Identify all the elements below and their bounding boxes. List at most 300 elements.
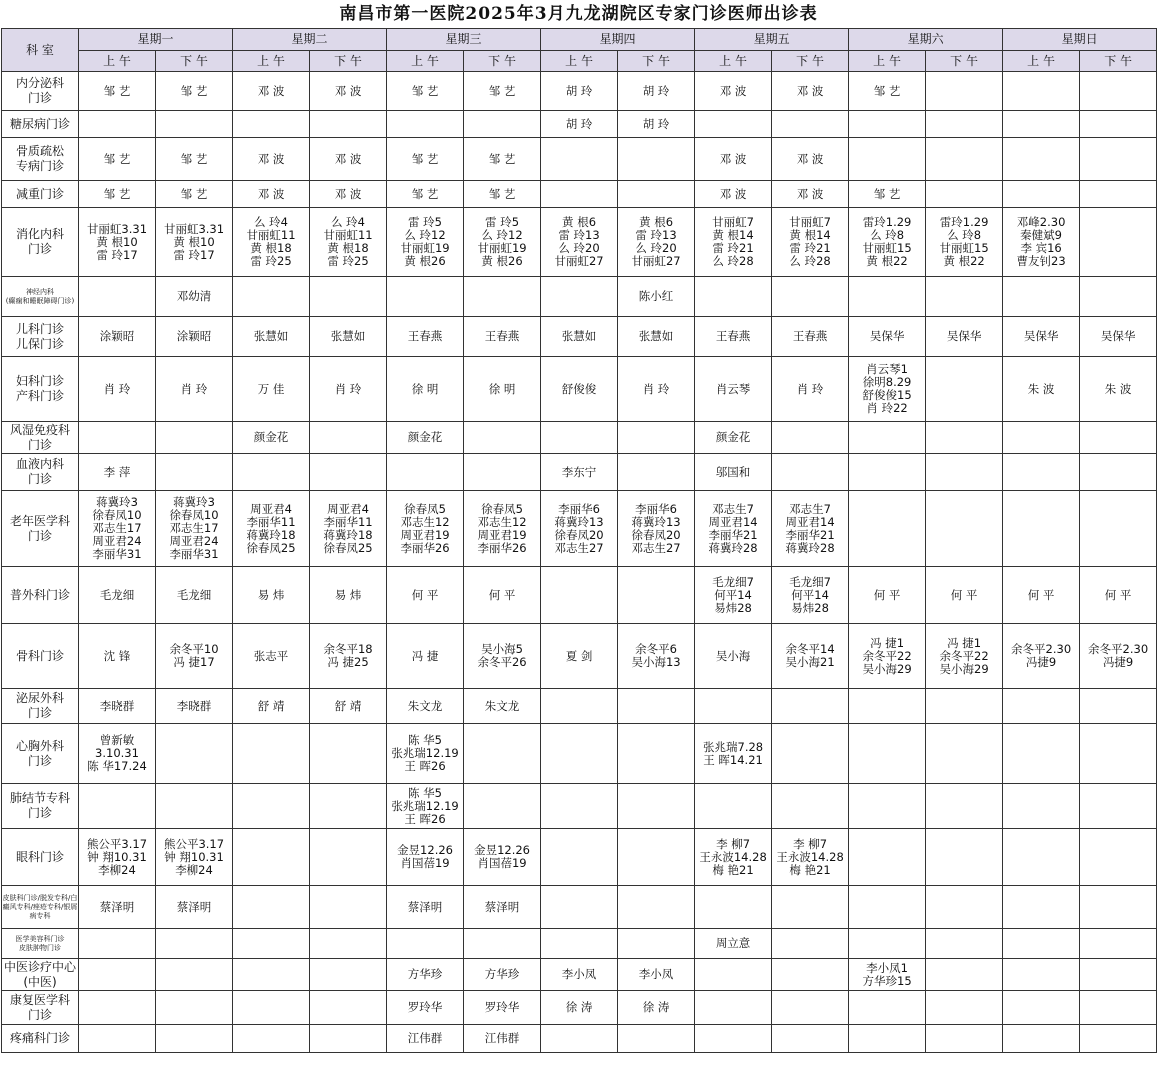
doctor-cell: 邓 波	[772, 181, 849, 208]
schedule-row	[2, 111, 1157, 138]
doctor-cell	[849, 929, 926, 959]
department-name: 血液内科 门诊	[2, 454, 79, 491]
doctor-cell: 张慧如	[233, 317, 310, 357]
doctor-cell	[1003, 491, 1080, 567]
doctor-cell: 邹 艺	[156, 72, 233, 111]
doctor-cell	[772, 886, 849, 929]
doctor-cell: 吴小海5 余冬平26	[464, 624, 541, 689]
doctor-cell: 胡 玲	[618, 111, 695, 138]
department-name: 皮肤科门诊/脱发专科/白癜风专科/痤疮专科/银屑病专科	[2, 886, 79, 929]
doctor-cell	[1003, 724, 1080, 784]
doctor-cell	[1003, 181, 1080, 208]
doctor-cell	[926, 689, 1003, 724]
pm-header: 下 午	[464, 51, 541, 72]
day-header-tue: 星期二	[233, 29, 387, 51]
schedule-row	[2, 959, 1157, 991]
doctor-cell: 胡 玲	[541, 72, 618, 111]
day-header-sun: 星期日	[1003, 29, 1157, 51]
doctor-cell	[233, 829, 310, 886]
doctor-cell: 邓 波	[310, 138, 387, 181]
doctor-cell: 雷玲1.29 么 玲8 甘丽虹15 黄 根22	[849, 208, 926, 277]
doctor-cell: 张兆瑞7.28 王 晖14.21	[695, 724, 772, 784]
doctor-cell	[79, 277, 156, 317]
doctor-cell	[926, 929, 1003, 959]
doctor-cell: 蒋冀玲3 徐春凤10 邓志生17 周亚君24 李丽华31	[156, 491, 233, 567]
doctor-cell	[926, 181, 1003, 208]
doctor-cell: 邹 艺	[79, 181, 156, 208]
doctor-cell	[1080, 454, 1157, 491]
doctor-cell	[310, 111, 387, 138]
doctor-cell	[618, 829, 695, 886]
doctor-cell	[849, 829, 926, 886]
doctor-cell	[618, 1025, 695, 1053]
doctor-cell	[310, 784, 387, 829]
schedule-row	[2, 567, 1157, 624]
doctor-cell	[464, 784, 541, 829]
doctor-cell: 李 萍	[79, 454, 156, 491]
schedule-table	[1, 28, 1157, 1053]
doctor-cell: 邹 艺	[464, 138, 541, 181]
doctor-cell	[156, 111, 233, 138]
schedule-row	[2, 317, 1157, 357]
doctor-cell: 朱文龙	[464, 689, 541, 724]
doctor-cell: 么 玲4 甘丽虹11 黄 根18 雷 玲25	[310, 208, 387, 277]
doctor-cell: 邓幼清	[156, 277, 233, 317]
doctor-cell	[541, 138, 618, 181]
doctor-cell	[926, 784, 1003, 829]
doctor-cell: 邹 艺	[849, 181, 926, 208]
am-header: 上 午	[233, 51, 310, 72]
doctor-cell: 陈小红	[618, 277, 695, 317]
doctor-cell	[233, 959, 310, 991]
pm-header: 下 午	[772, 51, 849, 72]
schedule-row	[2, 991, 1157, 1025]
doctor-cell	[464, 724, 541, 784]
doctor-cell	[541, 784, 618, 829]
doctor-cell: 邓志生7 周亚君14 李丽华21 蒋冀玲28	[695, 491, 772, 567]
doctor-cell	[1080, 208, 1157, 277]
doctor-cell: 李东宁	[541, 454, 618, 491]
department-name: 心胸外科 门诊	[2, 724, 79, 784]
doctor-cell: 邹 艺	[849, 72, 926, 111]
doctor-cell	[156, 454, 233, 491]
doctor-cell: 何 平	[926, 567, 1003, 624]
doctor-cell	[1080, 72, 1157, 111]
page-title: 南昌市第一医院2025年3月九龙湖院区专家门诊医师出诊表	[339, 4, 818, 24]
doctor-cell	[1080, 111, 1157, 138]
doctor-cell	[233, 111, 310, 138]
pm-header: 下 午	[618, 51, 695, 72]
doctor-cell: 肖 玲	[310, 357, 387, 422]
doctor-cell: 胡 玲	[541, 111, 618, 138]
doctor-cell	[541, 181, 618, 208]
doctor-cell: 李丽华6 蒋冀玲13 徐春凤20 邓志生27	[541, 491, 618, 567]
schedule-row	[2, 208, 1157, 277]
doctor-cell	[1080, 991, 1157, 1025]
doctor-cell: 毛龙细7 何平14 易炜28	[695, 567, 772, 624]
doctor-cell	[310, 829, 387, 886]
doctor-cell: 蔡泽明	[464, 886, 541, 929]
doctor-cell	[926, 829, 1003, 886]
doctor-cell	[772, 277, 849, 317]
doctor-cell: 冯 捷1 余冬平22 吴小海29	[926, 624, 1003, 689]
doctor-cell: 江伟群	[464, 1025, 541, 1053]
schedule-row	[2, 784, 1157, 829]
department-name: 内分泌科 门诊	[2, 72, 79, 111]
doctor-cell: 雷 玲5 么 玲12 甘丽虹19 黄 根26	[387, 208, 464, 277]
doctor-cell	[849, 886, 926, 929]
doctor-cell: 周立意	[695, 929, 772, 959]
schedule-row	[2, 689, 1157, 724]
doctor-cell: 余冬平18 冯 捷25	[310, 624, 387, 689]
doctor-cell	[1080, 277, 1157, 317]
doctor-cell: 易 炜	[310, 567, 387, 624]
doctor-cell: 毛龙细7 何平14 易炜28	[772, 567, 849, 624]
doctor-cell: 甘丽虹7 黄 根14 雷 玲21 么 玲28	[695, 208, 772, 277]
am-header: 上 午	[387, 51, 464, 72]
doctor-cell	[310, 929, 387, 959]
doctor-cell: 邬国和	[695, 454, 772, 491]
doctor-cell	[772, 724, 849, 784]
doctor-cell: 李晓群	[156, 689, 233, 724]
doctor-cell	[849, 784, 926, 829]
doctor-cell	[1003, 689, 1080, 724]
department-name: 消化内科 门诊	[2, 208, 79, 277]
doctor-cell: 肖 玲	[618, 357, 695, 422]
doctor-cell	[1003, 111, 1080, 138]
doctor-cell: 吴保华	[1003, 317, 1080, 357]
doctor-cell: 易 炜	[233, 567, 310, 624]
doctor-cell: 曾新敏 3.10.31 陈 华17.24	[79, 724, 156, 784]
doctor-cell: 夏 剑	[541, 624, 618, 689]
doctor-cell: 胡 玲	[618, 72, 695, 111]
doctor-cell	[79, 929, 156, 959]
doctor-cell	[387, 277, 464, 317]
doctor-cell	[233, 929, 310, 959]
day-header-fri: 星期五	[695, 29, 849, 51]
doctor-cell	[849, 111, 926, 138]
doctor-cell: 邓 波	[233, 72, 310, 111]
doctor-cell	[156, 929, 233, 959]
doctor-cell	[695, 886, 772, 929]
doctor-cell	[156, 991, 233, 1025]
doctor-cell	[618, 138, 695, 181]
doctor-cell: 邹 艺	[79, 138, 156, 181]
doctor-cell	[772, 784, 849, 829]
doctor-cell	[1080, 138, 1157, 181]
doctor-cell	[1003, 1025, 1080, 1053]
doctor-cell	[464, 454, 541, 491]
doctor-cell: 余冬平2.30 冯捷9	[1003, 624, 1080, 689]
doctor-cell: 何 平	[849, 567, 926, 624]
doctor-cell	[926, 277, 1003, 317]
doctor-cell	[156, 422, 233, 454]
doctor-cell: 徐 明	[387, 357, 464, 422]
doctor-cell	[695, 111, 772, 138]
doctor-cell	[310, 454, 387, 491]
doctor-cell: 么 玲4 甘丽虹11 黄 根18 雷 玲25	[233, 208, 310, 277]
doctor-cell: 张慧如	[541, 317, 618, 357]
pm-header: 下 午	[926, 51, 1003, 72]
doctor-cell: 李小凤	[541, 959, 618, 991]
doctor-cell	[618, 784, 695, 829]
am-header: 上 午	[695, 51, 772, 72]
doctor-cell: 方华珍	[387, 959, 464, 991]
doctor-cell	[156, 724, 233, 784]
doctor-cell	[464, 929, 541, 959]
schedule-body	[2, 72, 1157, 1053]
doctor-cell: 吴保华	[926, 317, 1003, 357]
schedule-row	[2, 72, 1157, 111]
doctor-cell	[849, 724, 926, 784]
doctor-cell: 冯 捷1 余冬平22 吴小海29	[849, 624, 926, 689]
department-name: 减重门诊	[2, 181, 79, 208]
doctor-cell	[772, 689, 849, 724]
doctor-cell: 邹 艺	[156, 181, 233, 208]
doctor-cell: 万 佳	[233, 357, 310, 422]
doctor-cell	[233, 277, 310, 317]
doctor-cell: 吴保华	[849, 317, 926, 357]
doctor-cell: 邹 艺	[464, 72, 541, 111]
doctor-cell	[926, 357, 1003, 422]
doctor-cell	[1003, 991, 1080, 1025]
doctor-cell	[310, 277, 387, 317]
doctor-cell	[1080, 886, 1157, 929]
doctor-cell	[1003, 72, 1080, 111]
doctor-cell	[1080, 689, 1157, 724]
doctor-cell	[772, 1025, 849, 1053]
doctor-cell: 甘丽虹3.31 黄 根10 雷 玲17	[156, 208, 233, 277]
doctor-cell: 肖 玲	[772, 357, 849, 422]
doctor-cell	[464, 111, 541, 138]
doctor-cell: 黄 根6 雷 玲13 么 玲20 甘丽虹27	[541, 208, 618, 277]
department-name: 眼科门诊	[2, 829, 79, 886]
doctor-cell: 毛龙细	[156, 567, 233, 624]
schedule-row	[2, 1025, 1157, 1053]
department-name: 妇科门诊 产科门诊	[2, 357, 79, 422]
department-name: 儿科门诊 儿保门诊	[2, 317, 79, 357]
doctor-cell	[926, 959, 1003, 991]
doctor-cell	[79, 1025, 156, 1053]
department-name: 风湿免疫科 门诊	[2, 422, 79, 454]
doctor-cell	[1003, 422, 1080, 454]
doctor-cell	[695, 689, 772, 724]
doctor-cell: 颜金花	[695, 422, 772, 454]
dept-column-header: 科 室	[2, 29, 79, 72]
doctor-cell: 张慧如	[618, 317, 695, 357]
doctor-cell	[233, 1025, 310, 1053]
doctor-cell	[541, 277, 618, 317]
doctor-cell: 吴小海	[695, 624, 772, 689]
doctor-cell: 熊公平3.17 钟 翔10.31 李柳24	[79, 829, 156, 886]
doctor-cell	[849, 491, 926, 567]
doctor-cell	[618, 929, 695, 959]
doctor-cell	[387, 929, 464, 959]
doctor-cell	[156, 784, 233, 829]
doctor-cell	[772, 991, 849, 1025]
doctor-cell	[1003, 959, 1080, 991]
doctor-cell	[310, 422, 387, 454]
doctor-cell	[772, 422, 849, 454]
doctor-cell	[926, 454, 1003, 491]
doctor-cell	[1003, 454, 1080, 491]
doctor-cell	[695, 959, 772, 991]
doctor-cell	[849, 277, 926, 317]
doctor-cell	[849, 689, 926, 724]
doctor-cell	[1080, 422, 1157, 454]
doctor-cell	[618, 181, 695, 208]
doctor-cell	[387, 454, 464, 491]
doctor-cell: 徐 涛	[541, 991, 618, 1025]
doctor-cell: 邓 波	[310, 181, 387, 208]
doctor-cell: 李丽华6 蒋冀玲13 徐春凤20 邓志生27	[618, 491, 695, 567]
doctor-cell	[310, 886, 387, 929]
day-header-sat: 星期六	[849, 29, 1003, 51]
department-name: 疼痛科门诊	[2, 1025, 79, 1053]
doctor-cell: 邓 波	[695, 181, 772, 208]
doctor-cell	[926, 1025, 1003, 1053]
doctor-cell	[926, 72, 1003, 111]
day-header-mon: 星期一	[79, 29, 233, 51]
doctor-cell: 徐春凤5 邓志生12 周亚君19 李丽华26	[387, 491, 464, 567]
doctor-cell	[926, 111, 1003, 138]
doctor-cell: 邹 艺	[156, 138, 233, 181]
doctor-cell: 余冬平6 吴小海13	[618, 624, 695, 689]
doctor-cell	[541, 567, 618, 624]
doctor-cell	[1080, 829, 1157, 886]
doctor-cell: 肖云琴1 徐明8.29 舒俊俊15 肖 玲22	[849, 357, 926, 422]
schedule-row	[2, 277, 1157, 317]
day-header-wed: 星期三	[387, 29, 541, 51]
doctor-cell: 李 柳7 王永波14.28 梅 艳21	[695, 829, 772, 886]
doctor-cell: 邹 艺	[79, 72, 156, 111]
doctor-cell	[541, 886, 618, 929]
doctor-cell: 李 柳7 王永波14.28 梅 艳21	[772, 829, 849, 886]
doctor-cell: 王春燕	[772, 317, 849, 357]
doctor-cell: 雷 玲5 么 玲12 甘丽虹19 黄 根26	[464, 208, 541, 277]
doctor-cell: 李小凤	[618, 959, 695, 991]
doctor-cell	[1080, 491, 1157, 567]
doctor-cell: 甘丽虹3.31 黄 根10 雷 玲17	[79, 208, 156, 277]
doctor-cell: 雷玲1.29 么 玲8 甘丽虹15 黄 根22	[926, 208, 1003, 277]
doctor-cell: 何 平	[1080, 567, 1157, 624]
doctor-cell: 陈 华5 张兆瑞12.19 王 晖26	[387, 784, 464, 829]
doctor-cell: 蒋冀玲3 徐春凤10 邓志生17 周亚君24 李丽华31	[79, 491, 156, 567]
doctor-cell: 涂颖昭	[79, 317, 156, 357]
schedule-row	[2, 181, 1157, 208]
department-name: 泌尿外科 门诊	[2, 689, 79, 724]
doctor-cell	[926, 138, 1003, 181]
doctor-cell	[541, 689, 618, 724]
doctor-cell	[695, 991, 772, 1025]
doctor-cell	[233, 724, 310, 784]
day-header-thu: 星期四	[541, 29, 695, 51]
department-name: 肺结节专科 门诊	[2, 784, 79, 829]
doctor-cell	[541, 1025, 618, 1053]
doctor-cell	[233, 991, 310, 1025]
doctor-cell	[849, 1025, 926, 1053]
doctor-cell: 何 平	[1003, 567, 1080, 624]
doctor-cell	[1080, 959, 1157, 991]
doctor-cell: 黄 根6 雷 玲13 么 玲20 甘丽虹27	[618, 208, 695, 277]
am-header: 上 午	[79, 51, 156, 72]
doctor-cell: 罗玲华	[387, 991, 464, 1025]
doctor-cell: 周亚君4 李丽华11 蒋冀玲18 徐春凤25	[310, 491, 387, 567]
doctor-cell: 金昱12.26 肖国蓓19	[464, 829, 541, 886]
doctor-cell: 舒 靖	[233, 689, 310, 724]
doctor-cell: 颜金花	[387, 422, 464, 454]
doctor-cell	[618, 886, 695, 929]
doctor-cell	[695, 277, 772, 317]
doctor-cell: 陈 华5 张兆瑞12.19 王 晖26	[387, 724, 464, 784]
doctor-cell	[233, 784, 310, 829]
doctor-cell: 颜金花	[233, 422, 310, 454]
doctor-cell	[849, 138, 926, 181]
am-header: 上 午	[541, 51, 618, 72]
doctor-cell: 涂颖昭	[156, 317, 233, 357]
doctor-cell	[772, 454, 849, 491]
doctor-cell: 邹 艺	[387, 138, 464, 181]
department-name: 糖尿病门诊	[2, 111, 79, 138]
doctor-cell	[1003, 829, 1080, 886]
doctor-cell	[464, 277, 541, 317]
doctor-cell	[1003, 886, 1080, 929]
doctor-cell	[1080, 181, 1157, 208]
doctor-cell: 徐 涛	[618, 991, 695, 1025]
doctor-cell	[618, 567, 695, 624]
doctor-cell: 蔡泽明	[156, 886, 233, 929]
doctor-cell	[618, 689, 695, 724]
doctor-cell	[464, 422, 541, 454]
doctor-cell	[387, 111, 464, 138]
doctor-cell: 何 平	[387, 567, 464, 624]
doctor-cell: 肖云琴	[695, 357, 772, 422]
department-name: 医学美容科门诊 皮肤肿物门诊	[2, 929, 79, 959]
doctor-cell	[618, 422, 695, 454]
doctor-cell	[310, 724, 387, 784]
doctor-cell	[695, 784, 772, 829]
pm-header: 下 午	[156, 51, 233, 72]
doctor-cell	[849, 422, 926, 454]
schedule-row	[2, 422, 1157, 454]
doctor-cell	[1080, 724, 1157, 784]
doctor-cell: 朱 波	[1003, 357, 1080, 422]
doctor-cell	[1080, 784, 1157, 829]
doctor-cell: 邓 波	[233, 181, 310, 208]
doctor-cell: 余冬平14 吴小海21	[772, 624, 849, 689]
doctor-cell: 邓 波	[233, 138, 310, 181]
doctor-cell	[310, 1025, 387, 1053]
doctor-cell: 罗玲华	[464, 991, 541, 1025]
doctor-cell	[772, 929, 849, 959]
schedule-row	[2, 357, 1157, 422]
department-name: 康复医学科 门诊	[2, 991, 79, 1025]
doctor-cell	[1003, 277, 1080, 317]
doctor-cell	[772, 111, 849, 138]
department-name: 普外科门诊	[2, 567, 79, 624]
department-name: 骨质疏松 专病门诊	[2, 138, 79, 181]
doctor-cell	[541, 929, 618, 959]
department-name: 神经内科 (癫痫和睡眠障碍门诊)	[2, 277, 79, 317]
doctor-cell: 朱文龙	[387, 689, 464, 724]
doctor-cell: 王春燕	[387, 317, 464, 357]
doctor-cell	[926, 724, 1003, 784]
doctor-cell	[79, 422, 156, 454]
doctor-cell	[79, 959, 156, 991]
doctor-cell	[1003, 929, 1080, 959]
am-header: 上 午	[1003, 51, 1080, 72]
pm-header: 下 午	[1080, 51, 1157, 72]
